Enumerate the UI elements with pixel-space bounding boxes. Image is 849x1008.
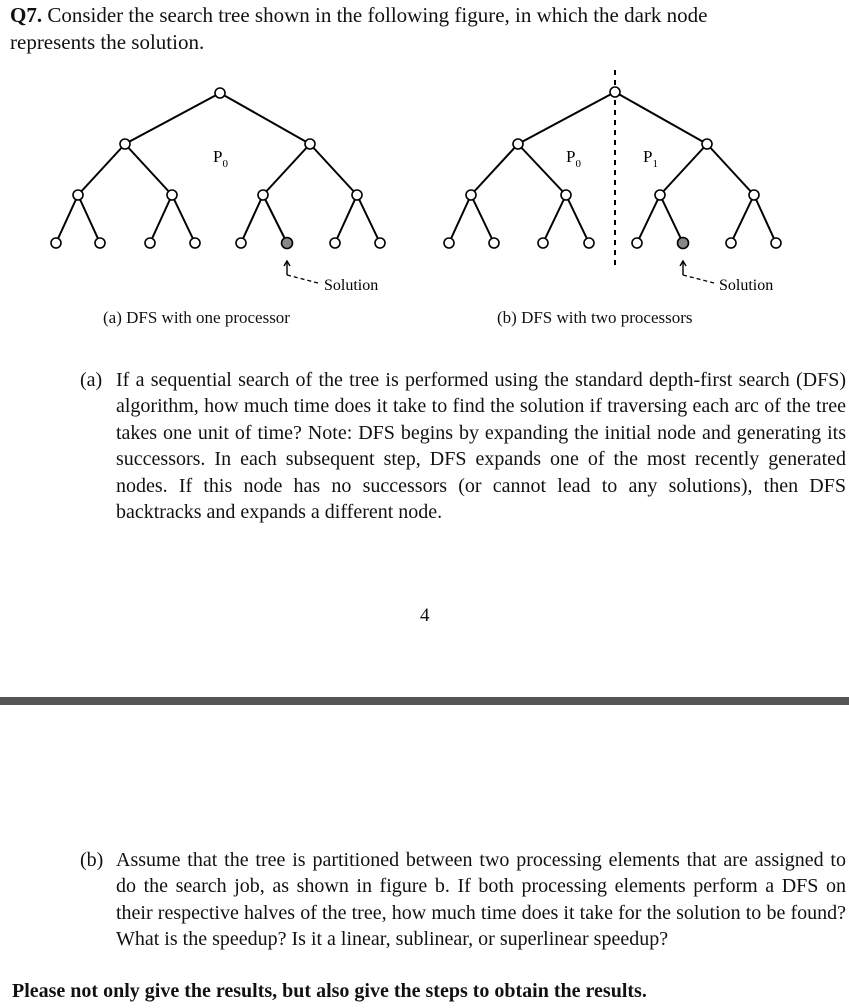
tree-edge: [78, 195, 100, 243]
tree-edge: [660, 144, 707, 195]
tree-edge: [263, 195, 287, 243]
tree-node: [584, 238, 594, 248]
tree-node: [120, 139, 130, 149]
tree-edge: [754, 195, 776, 243]
tree-edge: [310, 144, 357, 195]
tree-node: [466, 190, 476, 200]
tree-edge: [56, 195, 78, 243]
tree-edge: [707, 144, 754, 195]
caption-left: (a) DFS with one processor: [103, 308, 290, 327]
svg-text:P1: $P_1$: [643, 147, 658, 170]
solution-label-left: Solution: [324, 277, 379, 294]
page-number: 4: [420, 605, 430, 626]
tree-edge: [125, 93, 220, 144]
processor-label-left: [213, 147, 228, 170]
tree-edge: [471, 144, 518, 195]
solution-pointer-left: [284, 261, 318, 283]
solution-node: [282, 238, 293, 249]
part-b-text: Assume that the tree is partitioned between two processing elements that are assigned to do the search job, as shown in figure b. If both processing elements perform a DFS on their respective halves of the tree, how much time does it take for the solution to be found? What is the speedup? Is it a linear, sublinear, or superlinear speedup?: [116, 849, 846, 951]
tree-node: [375, 238, 385, 248]
tree-edge: [172, 195, 195, 243]
tree-node: [190, 238, 200, 248]
tree-node: [352, 190, 362, 200]
tree-node: [215, 88, 225, 98]
part-b-label: (b): [80, 849, 104, 871]
tree-edge: [241, 195, 263, 243]
tree-node: [726, 238, 736, 248]
tree-edge: [220, 93, 310, 144]
question-title: [10, 2, 840, 56]
tree-edge: [731, 195, 754, 243]
tree-node: [538, 238, 548, 248]
part-a: [80, 367, 846, 525]
tree-node: [95, 238, 105, 248]
tree-node: [489, 238, 499, 248]
tree-node: [771, 238, 781, 248]
tree-node: [167, 190, 177, 200]
tree-node: [305, 139, 315, 149]
instruction: Please not only give the results, but also give the steps to obtain the results.: [12, 980, 647, 1002]
question-text-line2: represents the solution.: [10, 30, 205, 54]
tree-edge: [660, 195, 683, 243]
tree-node: [330, 238, 340, 248]
tree-edge: [335, 195, 357, 243]
tree-edge: [615, 92, 707, 144]
svg-text:P0: $P_0$: [213, 147, 228, 170]
tree-node: [444, 238, 454, 248]
solution-pointer-right: [680, 261, 714, 283]
tree-edge: [471, 195, 494, 243]
solution-label-right: Solution: [719, 277, 774, 294]
tree-nodes: [51, 87, 781, 249]
tree-edge: [125, 144, 172, 195]
tree-node: [655, 190, 665, 200]
tree-node: [749, 190, 759, 200]
tree-node: [513, 139, 523, 149]
caption-right: (b) DFS with two processors: [497, 308, 693, 327]
tree-edge: [78, 144, 125, 195]
tree-node: [561, 190, 571, 200]
tree-edge: [150, 195, 172, 243]
tree-node: [702, 139, 712, 149]
part-a-label: (a): [80, 369, 103, 391]
part-a-text: If a sequential search of the tree is performed using the standard depth-first search (DFS) algorithm, how much time does it take to find the solution if traversing each arc of the tree takes one unit of time? Note: DFS begins by expanding the initial node and generating its successors. In each subsequent step, DFS expands one of the most recently generated nodes. If this node has no successors (or cannot lead to any solutions), then DFS backtracks and expands a different node.: [116, 369, 846, 524]
processor-label-right-p1: [643, 147, 658, 170]
page-divider: [0, 697, 849, 705]
tree-node: [73, 190, 83, 200]
solution-node: [678, 238, 689, 249]
processor-label-right-p0: [566, 147, 581, 170]
tree-node: [51, 238, 61, 248]
tree-edge: [263, 144, 310, 195]
part-b: [80, 847, 846, 953]
svg-text:P0: $P_0$: [566, 147, 581, 170]
tree-edges: [56, 92, 776, 243]
tree-node: [145, 238, 155, 248]
tree-node: [632, 238, 642, 248]
tree-edge: [518, 92, 615, 144]
tree-edge: [449, 195, 471, 243]
tree-edge: [543, 195, 566, 243]
tree-edge: [637, 195, 660, 243]
tree-node: [258, 190, 268, 200]
tree-edge: [357, 195, 380, 243]
tree-node: [610, 87, 620, 97]
question-number: Q7.: [10, 3, 43, 27]
tree-node: [236, 238, 246, 248]
search-tree-figure: [0, 70, 849, 340]
tree-edge: [566, 195, 589, 243]
tree-edge: [518, 144, 566, 195]
question-text-line1: Consider the search tree shown in the following figure, in which the dark node: [42, 3, 708, 27]
